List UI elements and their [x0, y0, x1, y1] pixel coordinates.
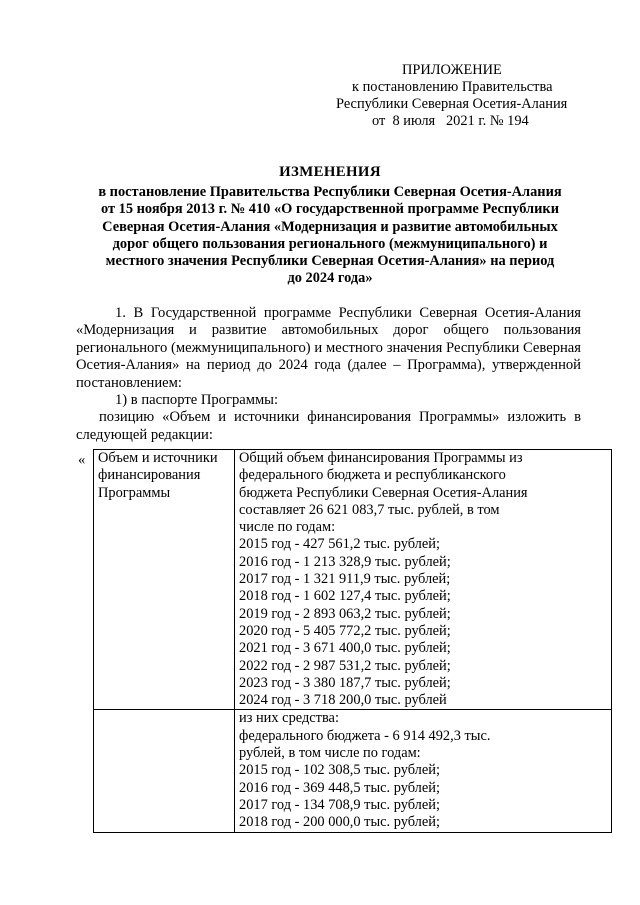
year-amount-line: 2020 год - 5 405 772,2 тыс. рублей;: [239, 622, 451, 639]
year-amount-line: 2022 год - 2 987 531,2 тыс. рублей;: [239, 657, 451, 674]
table-cell-content: [235, 710, 612, 832]
year-amount-line: 2016 год - 369 448,5 тыс. рублей;: [239, 779, 440, 796]
paragraph-3: позицию «Объем и источники финансирования Программы» изложить в следующей редакции:: [76, 409, 581, 443]
title-line: в постановление Правительства Республики Северная Осетия-Алания: [98, 184, 562, 201]
title-line: дорог общего пользования регионального (межмуниципального) и: [112, 235, 548, 252]
appendix-line: Республики Северная Осетия-Алания: [336, 96, 568, 112]
table-row: [94, 450, 612, 710]
title-main: ИЗМЕНЕНИЯ: [279, 164, 381, 180]
content-line: числе по годам:: [239, 519, 336, 536]
appendix-date-number: от 8 июля 2021 г. № 194: [372, 113, 529, 129]
year-amount-line: 2015 год - 427 561,2 тыс. рублей;: [239, 536, 440, 553]
year-amount-line: 2017 год - 134 708,9 тыс. рублей;: [239, 796, 440, 813]
title-line: Северная Осетия-Алания «Модернизация и развитие автомобильных: [102, 218, 558, 235]
table-row: [94, 710, 612, 832]
document-title: [70, 164, 590, 287]
year-amount-line: 2023 год - 3 380 187,7 тыс. рублей;: [239, 674, 451, 691]
opening-quote-mark: «: [78, 452, 86, 468]
content-line: Общий объем финансирования Программы из: [239, 450, 523, 466]
appendix-line: к постановлению Правительства: [352, 79, 553, 95]
financing-table: [93, 449, 612, 833]
content-line: бюджета Республики Северная Осетия-Алания: [239, 484, 528, 501]
appendix-header: [330, 62, 590, 130]
year-amount-line: 2016 год - 1 213 328,9 тыс. рублей;: [239, 553, 451, 570]
title-line: до 2024 года»: [287, 270, 373, 287]
content-line: рублей, в том числе по годам:: [239, 745, 421, 762]
title-line: местного значения Республики Северная Осетия-Алания» на период: [105, 253, 555, 270]
table-cell-label-empty: [94, 710, 235, 832]
appendix-title: ПРИЛОЖЕНИЕ: [402, 62, 502, 78]
content-line: федерального бюджета - 6 914 492,3 тыс.: [239, 727, 491, 744]
title-line: от 15 ноября 2013 г. № 410 «О государственной программе Республики: [100, 201, 560, 218]
table-cell-label: [94, 450, 235, 710]
content-line: из них средства:: [239, 710, 339, 727]
paragraph-2: 1) в паспорте Программы:: [115, 392, 279, 409]
content-line: федерального бюджета и республиканского: [239, 467, 506, 484]
year-amount-line: 2021 год - 3 671 400,0 тыс. рублей;: [239, 640, 451, 657]
label-line: Программы: [98, 484, 171, 501]
year-amount-line: 2017 год - 1 321 911,9 тыс. рублей;: [239, 571, 451, 588]
label-line: финансирования: [98, 467, 201, 484]
table-cell-content: [235, 450, 612, 710]
label-line: Объем и источники: [98, 450, 218, 466]
paragraph-1: 1. В Государственной программе Республики Северная Осетия-Алания «Модернизация и развитие автомобильных дорог общего пользования регионального (межмуниципального) и местного значения Республики Северная Осетия-Алания» на период до 2024 года (далее – Программа), утвержденной постановлением:: [76, 305, 581, 391]
year-amount-line: 2015 год - 102 308,5 тыс. рублей;: [239, 762, 440, 779]
body-text: [76, 305, 581, 444]
year-amount-line: 2018 год - 200 000,0 тыс. рублей;: [239, 814, 440, 831]
year-amount-line: 2018 год - 1 602 127,4 тыс. рублей;: [239, 588, 451, 605]
year-amount-line: 2024 год - 3 718 200,0 тыс. рублей: [239, 692, 447, 709]
year-amount-line: 2019 год - 2 893 063,2 тыс. рублей;: [239, 605, 451, 622]
content-line: составляет 26 621 083,7 тыс. рублей, в том: [239, 501, 500, 518]
